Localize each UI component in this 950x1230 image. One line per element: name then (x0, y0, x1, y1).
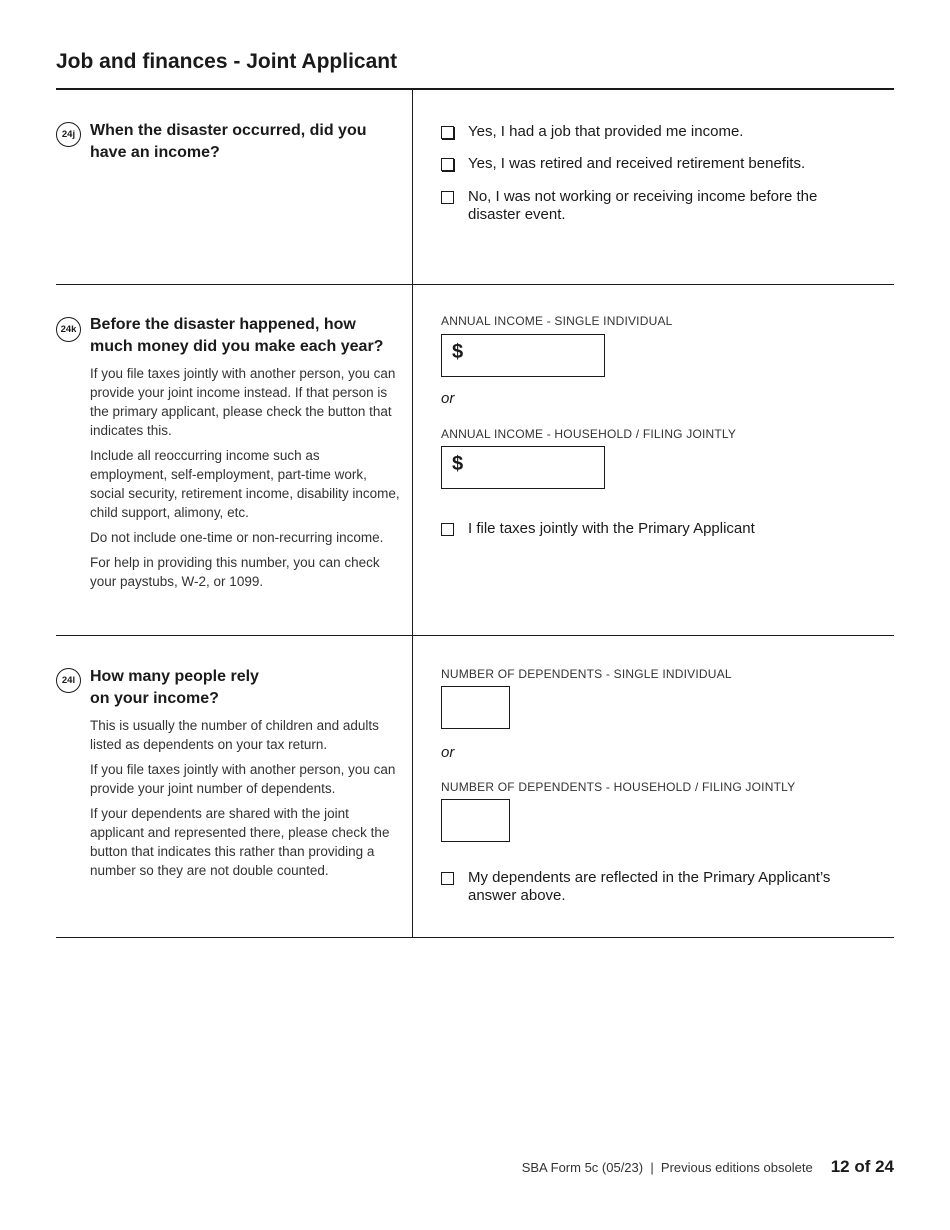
question-number-badge: 24l (56, 668, 81, 693)
option-label: I file taxes jointly with the Primary Applicant (468, 520, 755, 537)
question-title: Before the disaster happened, how much money did you make each year? (90, 316, 384, 355)
option-label: My dependents are reflected in the Primary Applicant’s answer above. (468, 869, 831, 904)
page-title: Job and finances - Joint Applicant (56, 50, 398, 73)
question-title: How many people rely on your income? (90, 668, 259, 707)
help-text (90, 716, 400, 886)
question-column (56, 284, 413, 635)
question-column (56, 90, 413, 284)
option-file-jointly[interactable] (441, 520, 868, 538)
answer-column (441, 90, 894, 284)
question-number-badge: 24j (56, 122, 81, 147)
help-paragraph: If you file taxes jointly with another person, you can provide your joint income instead. If that person is the primary applicant, please check the button that indicates this. (90, 366, 396, 438)
help-paragraph: If your dependents are shared with the joint applicant and represented there, please check the button that indicates this rather than providing a number so they are not double counted. (90, 806, 390, 878)
answer-column (441, 635, 894, 937)
checkbox[interactable] (441, 191, 454, 204)
dependents-single-input[interactable] (441, 686, 510, 729)
footer (522, 1157, 894, 1177)
field-label: NUMBER OF DEPENDENTS - SINGLE INDIVIDUAL (441, 667, 732, 681)
question-title: When the disaster occurred, did you have an income? (90, 122, 367, 161)
option-label: Yes, I was retired and received retirement benefits. (468, 155, 806, 172)
field-label: NUMBER OF DEPENDENTS - HOUSEHOLD / FILING JOINTLY (441, 780, 796, 794)
option-had-job[interactable] (441, 123, 868, 141)
field-label: ANNUAL INCOME - HOUSEHOLD / FILING JOINTLY (441, 427, 737, 441)
question-number-badge: 24k (56, 317, 81, 342)
option-no-income[interactable] (441, 188, 868, 224)
dependents-joint-input[interactable] (441, 799, 510, 842)
currency-symbol: $ (452, 341, 464, 363)
section-24l (56, 635, 894, 938)
checkbox[interactable] (441, 158, 454, 171)
form-info: SBA Form 5c (05/23) | Previous editions obsolete (521, 1160, 813, 1175)
help-paragraph: Do not include one-time or non-recurring income. (90, 530, 384, 545)
help-paragraph: If you file taxes jointly with another person, you can provide your joint number of dependents. (90, 762, 396, 796)
page-number: 12 of 24 (830, 1157, 894, 1176)
or-separator: or (441, 390, 455, 407)
annual-income-joint-input[interactable] (441, 446, 605, 489)
annual-income-single-input[interactable] (441, 334, 605, 377)
or-separator: or (441, 744, 455, 761)
field-label: ANNUAL INCOME - SINGLE INDIVIDUAL (441, 314, 673, 328)
option-retired[interactable] (441, 155, 868, 173)
checkbox[interactable] (441, 872, 454, 885)
checkbox[interactable] (441, 523, 454, 536)
checkbox[interactable] (441, 126, 454, 139)
currency-symbol: $ (452, 453, 464, 475)
help-paragraph: This is usually the number of children and adults listed as dependents on your tax return. (90, 718, 379, 752)
help-paragraph: Include all reoccurring income such as employment, self-employment, part-time work, social security, retirement income, disability income, child support, alimony, etc. (90, 448, 400, 520)
option-label: Yes, I had a job that provided me income. (468, 123, 744, 140)
help-text (90, 364, 400, 597)
answer-column (441, 284, 894, 635)
option-label: No, I was not working or receiving income before the disaster event. (468, 188, 818, 223)
help-paragraph: For help in providing this number, you can check your paystubs, W-2, or 1099. (90, 555, 380, 589)
section-24j (56, 90, 894, 285)
question-column (56, 635, 413, 937)
section-24k (56, 284, 894, 636)
option-dependents-in-primary[interactable] (441, 869, 868, 905)
